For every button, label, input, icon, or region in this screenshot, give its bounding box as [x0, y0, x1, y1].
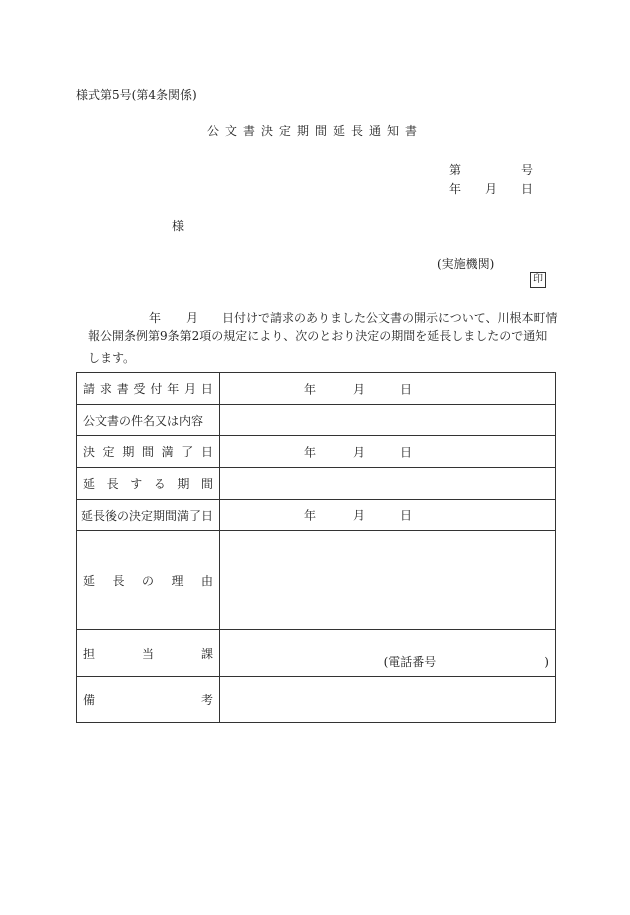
- label-char: 了: [181, 445, 194, 459]
- label-extension-reason: [77, 531, 220, 630]
- value-remarks[interactable]: [220, 677, 556, 723]
- extension-details-table: [76, 372, 556, 723]
- row-extended-deadline: [77, 500, 556, 531]
- label-char: 書: [116, 382, 129, 396]
- row-decision-deadline: [77, 436, 556, 468]
- value-responsible-section[interactable]: [220, 630, 556, 677]
- row-request-received-date: [77, 373, 556, 405]
- label-char: 課: [200, 646, 213, 661]
- value-extension-reason[interactable]: [220, 531, 556, 630]
- label-char: 延: [83, 573, 96, 588]
- value-extension-period[interactable]: [220, 468, 556, 500]
- date-month: 月: [353, 382, 366, 396]
- label-char: 決: [83, 445, 96, 459]
- seal-mark: 印: [530, 272, 546, 288]
- label-char: 延: [83, 477, 96, 491]
- date-month: 月: [353, 445, 366, 459]
- label-char: 期: [122, 445, 135, 459]
- label-char: 受: [133, 382, 146, 396]
- form-number: 様式第5号(第4条関係): [76, 88, 197, 102]
- label-char: 当: [141, 646, 154, 661]
- value-decision-deadline[interactable]: [220, 436, 556, 468]
- label-document-subject: [77, 405, 220, 436]
- date-year: 年: [304, 382, 317, 396]
- label-char: 備: [83, 693, 96, 707]
- row-document-subject: [77, 405, 556, 436]
- label-char: 間: [141, 445, 154, 459]
- date-year: 年: [304, 508, 317, 523]
- date-month: 月: [353, 508, 366, 523]
- row-extension-period: [77, 468, 556, 500]
- label-char: 日: [200, 382, 213, 396]
- label-text: 公文書の件名又は内容: [83, 413, 204, 428]
- label-text: 延長後の決定期間満了日: [81, 508, 214, 523]
- row-remarks: [77, 677, 556, 723]
- date-day: 日: [400, 382, 413, 396]
- addressee-sama: 様: [172, 219, 185, 233]
- value-document-subject[interactable]: [220, 405, 556, 436]
- label-char: 求: [99, 382, 112, 396]
- label-char: 満: [161, 445, 174, 459]
- body-month: 月: [186, 311, 199, 325]
- label-char: 年: [167, 382, 180, 396]
- label-char: 考: [200, 693, 213, 707]
- label-char: る: [153, 477, 166, 491]
- date-day: 日: [400, 508, 413, 523]
- issue-year: 年: [449, 182, 462, 196]
- issue-no-prefix: 第: [449, 163, 462, 177]
- label-char: 付: [150, 382, 163, 396]
- label-char: す: [130, 477, 143, 491]
- label-char: 間: [200, 477, 213, 491]
- document-title-text: 公文書決定期間延長通知書: [206, 124, 423, 138]
- date-day: 日: [400, 445, 413, 459]
- label-char: 由: [200, 573, 213, 588]
- label-char: 担: [83, 646, 96, 661]
- date-year: 年: [304, 445, 317, 459]
- issue-day: 日: [521, 182, 534, 196]
- body-year: 年: [149, 311, 162, 325]
- issue-month: 月: [485, 182, 498, 196]
- label-char: 期: [177, 477, 190, 491]
- label-char: 理: [171, 573, 184, 588]
- body-text: 報公開条例第9条第2項の規定により、次のとおり決定の期間を延長しましたので通知します。: [88, 329, 548, 365]
- label-responsible-section: [77, 630, 220, 677]
- sender-agency: (実施機関): [437, 257, 495, 271]
- label-char: の: [141, 573, 154, 588]
- label-request-received-date: [77, 373, 220, 405]
- label-decision-deadline: [77, 436, 220, 468]
- label-extension-period: [77, 468, 220, 500]
- body-line1: 日付けで請求のありました公文書の開示について、川根本町情: [222, 311, 558, 325]
- label-char: 定: [102, 445, 115, 459]
- row-responsible-section: [77, 630, 556, 677]
- row-extension-reason: [77, 531, 556, 630]
- phone-number-label: (電話番号 ): [383, 655, 549, 669]
- label-char: 月: [184, 382, 197, 396]
- issue-no-suffix: 号: [521, 163, 534, 177]
- label-char: 請: [83, 382, 96, 396]
- label-remarks: [77, 677, 220, 723]
- label-char: 長: [106, 477, 119, 491]
- value-extended-deadline[interactable]: [220, 500, 556, 531]
- label-char: 日: [200, 445, 213, 459]
- label-extended-deadline: [77, 500, 220, 531]
- document-title: [0, 122, 630, 139]
- value-request-received-date[interactable]: [220, 373, 556, 405]
- label-char: 長: [112, 573, 125, 588]
